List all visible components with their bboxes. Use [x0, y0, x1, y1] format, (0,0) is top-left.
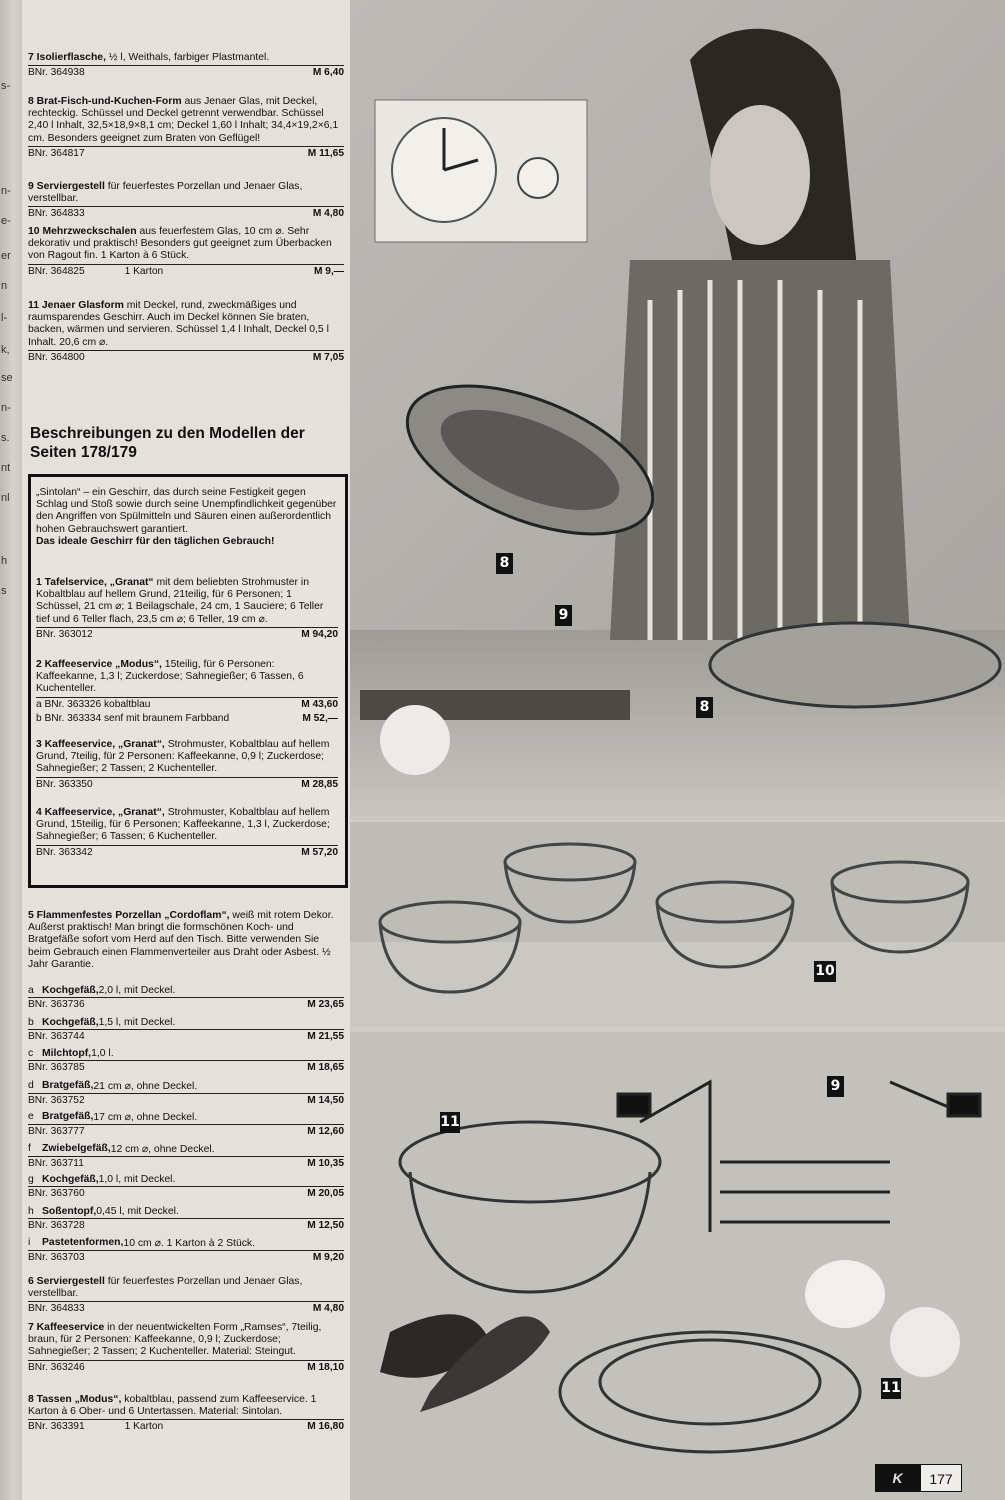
page-number: 177 [920, 1464, 962, 1492]
edge-fragment: e- [1, 215, 11, 227]
product-entry: 6 Serviergestell für feuerfestes Porzellan und Jenaer Glas, verstellbar. BNr. 364833 M 4,80 [28, 1276, 344, 1315]
edge-fragment: s [1, 585, 7, 597]
cordoflam-intro: 5 Flammenfestes Porzellan „Cordoflam“, weiß mit rotem Dekor. Außerst praktisch! Man bringt die formschönen Koch- und Bratgefäße sofort vom Herd auf den Tisch. Bitte verwenden Sie beim Gebrauch einen Flammenverteiler aus Draht oder Asbest. ½ Jahr Garantie. [28, 910, 334, 970]
item-number-badge: 9 [827, 1076, 844, 1097]
item-number-badge: 11 [881, 1378, 901, 1399]
product-entry: 7 Isolierflasche, ½ l, Weithals, farbiger Plastmantel. BNr. 364938 M 6,40 [28, 52, 344, 79]
item-number-badge: 11 [440, 1112, 460, 1133]
edge-fragment: n [1, 280, 8, 292]
product-entry: 9 Serviergestell für feuerfestes Porzellan und Jenaer Glas, verstellbar. BNr. 364833 M 4,80 [28, 181, 344, 220]
lemon [805, 1260, 885, 1328]
edge-fragment: k, [1, 344, 10, 356]
product-entry: 8 Tassen „Modus“, kobaltblau, passend zum Kaffeeservice. 1 Karton à 6 Ober- und 6 Untertassen. Material: Sintolan. BNr. 363391 1 Karton M 16,80 [28, 1394, 344, 1433]
cordoflam-item: b Kochgefäß, 1,5 l, mit Deckel. BNr. 363744 M 21,55 [28, 1016, 344, 1042]
item-number-badge: 8 [496, 553, 513, 574]
edge-fragment: h [1, 555, 8, 567]
cordoflam-item: c Milchtopf, 1,0 l. BNr. 363785 M 18,65 [28, 1048, 344, 1073]
edge-fragment: n- [1, 185, 11, 197]
product-entry: 4 Kaffeeservice, „Granat“, Strohmuster, Kobaltblau auf hellem Grund, 15teilig, für 6 Personen; Kaffeekanne, 1,3 l, Zuckerdose; Sahnegießer; 6 Tassen; 6 Kuchenteller. BNr. 363342 M 57,20 [36, 807, 338, 858]
edge-fragment: s. [1, 432, 10, 444]
cordoflam-item: g Kochgefäß, 1,0 l, mit Deckel. BNr. 363760 M 20,05 [28, 1174, 344, 1199]
product-entry: 10 Mehrzweckschalen aus feuerfestem Glas, 10 cm ⌀. Sehr dekorativ und praktisch! Besonders gut geeignet zum Überbacken von Ragout fin. 1 Karton à 6 Stück. BNr. 364825 1 Karton M 9,— [28, 226, 344, 277]
product-entry: 3 Kaffeeservice, „Granat“, Strohmuster, Kobaltblau auf hellem Grund, 7teilig, für 2 Personen: Kaffeekanne, 0,9 l; Zuckerdose; Sahnegießer; 2 Tassen; 2 Kuchenteller. BNr. 363350 M 28,85 [36, 739, 338, 790]
cordoflam-item: a Kochgefäß, 2,0 l, mit Deckel. BNr. 363736 M 23,65 [28, 985, 344, 1010]
cordoflam-item: i Pastetenformen, 10 cm ⌀. 1 Karton à 2 Stück. BNr. 363703 M 9,20 [28, 1237, 344, 1263]
edge-fragment: n- [1, 402, 11, 414]
wall-clock-icon [375, 100, 587, 242]
glass-lid [710, 623, 1000, 707]
product-entry: 1 Tafelservice, „Granat“ mit dem beliebten Strohmuster in Kobaltblau auf hellem Grund, 21teilig, für 6 Personen; 1 Schüssel, 21 cm ⌀; 1 Beilagschale, 24 cm, 1 Sauciere; 6 Teller tief und 6 Teller flach, 23,5 cm ⌀; 6 Teller, 19 cm ⌀. BNr. 363012 M 94,20 [36, 577, 338, 640]
product-entry: 8 Brat-Fisch-und-Kuchen-Form aus Jenaer Glas, mit Deckel, rechteckig. Schüssel und Deckel getrennt verwendbar. Schüssel 2,40 l Inhalt, 32,5×18,9×8,1 cm; Deckel 1,60 l Inhalt; 34,4×19,2×6,1 cm. Besonders geeignet zum Braten von Geflügel! BNr. 364817 M 11,65 [28, 96, 344, 159]
item-number-badge: 9 [555, 605, 572, 626]
kitchen-photo [350, 0, 1005, 820]
brand-logo: K [875, 1464, 920, 1492]
product-entry: 11 Jenaer Glasform mit Deckel, rund, zweckmäßiges und raumsparendes Geschirr. Auch im Deckel können Sie braten, backen, wärmen und servieren. Schüssel 1,4 l Inhalt, Deckel 0,5 l Inhalt. 20,6 cm ⌀. BNr. 364800 M 7,05 [28, 300, 344, 363]
cordoflam-item: f Zwiebelgefäß, 12 cm ⌀, ohne Deckel. BNr. 363711 M 10,35 [28, 1142, 344, 1169]
text-column [22, 0, 350, 1500]
edge-fragment: er [1, 250, 11, 262]
adjacent-page-edge [0, 0, 22, 1500]
cordoflam-item: h Soßentopf, 0,45 l, mit Deckel. BNr. 363728 M 12,50 [28, 1205, 344, 1231]
lemon [380, 705, 450, 775]
edge-fragment: se [1, 372, 13, 384]
photo-column [350, 0, 1005, 1500]
product-entry: 7 Kaffeeservice in der neuentwickelten Form „Ramses“, 7teilig, braun, für 2 Personen: Kaffeekanne, 0,9 l; Zuckerdose; Sahnegießer; 2 Tassen; 2 Kuchenteller. Material: Steingut. BNr. 363246 M 18,10 [28, 1322, 344, 1373]
section-title: Beschreibungen zu den Modellen der Seiten 178/179 [30, 425, 305, 461]
edge-fragment: s- [1, 80, 11, 92]
lemon [890, 1307, 960, 1377]
glassware-photo [350, 1032, 1005, 1500]
cordoflam-item: d Bratgefäß, 21 cm ⌀, ohne Deckel. BNr. 363752 M 14,50 [28, 1079, 344, 1106]
item-number-badge: 10 [814, 961, 836, 982]
sintolan-box [28, 474, 348, 888]
edge-fragment: nt [1, 462, 11, 474]
edge-fragment: l- [1, 312, 8, 324]
item-number-badge: 8 [696, 697, 713, 718]
bowls-photo [350, 822, 1005, 1027]
edge-fragment: nl [1, 492, 10, 504]
product-entry: 2 Kaffeeservice „Modus“, 15teilig, für 6 Personen: Kaffeekanne, 1,3 l; Zuckerdose; Sahnegießer; 6 Tassen, 6 Kuchenteller. a BNr. 363326 kobaltblau M 43,60 b BNr. 363334 senf mit braunem Farbband M 52,— [36, 659, 338, 724]
box-intro: „Sintolan“ – ein Geschirr, das durch seine Festigkeit gegen Schlag und Stoß sowie durch seine Unempfindlichkeit gegenüber den Angriffen von Spülmitteln und Säuren einen außerordentlich hohen Gebrauchswert garantiert. Das ideale Geschirr für den täglichen Gebrauch! [36, 487, 337, 547]
cordoflam-item: e Bratgefäß, 17 cm ⌀, ohne Deckel. BNr. 363777 M 12,60 [28, 1111, 344, 1137]
